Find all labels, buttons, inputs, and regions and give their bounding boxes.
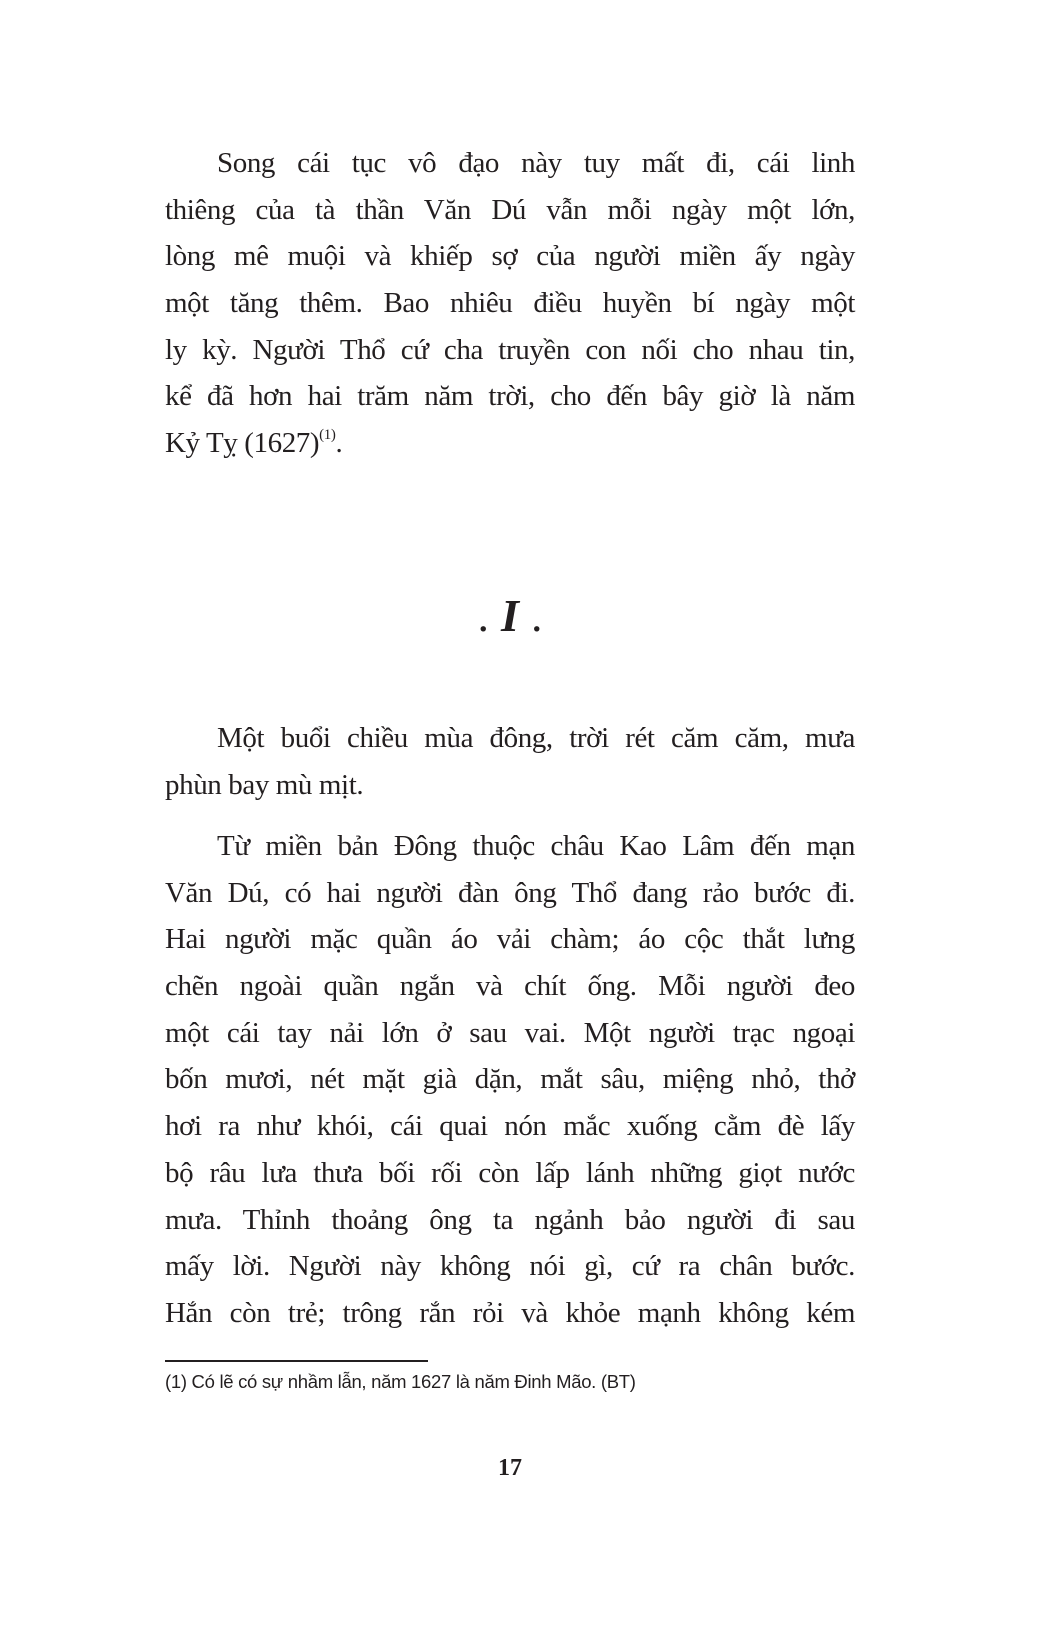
text-line xyxy=(165,187,855,234)
line-text: Văn Dú, có hai người đàn ông Thổ đang rảo bước đi. xyxy=(165,876,855,909)
paragraph-3 xyxy=(165,823,855,1337)
text-line xyxy=(165,1150,855,1197)
line-text: Một buổi chiều mùa đông, trời rét căm căm, mưa xyxy=(217,722,855,754)
text-line xyxy=(165,1197,855,1244)
line-text: một tăng thêm. Bao nhiêu điều huyền bí ngày một xyxy=(165,287,855,320)
chapter-dot-left: . xyxy=(477,590,490,641)
text-line xyxy=(165,715,855,762)
line-text: Hắn còn trẻ; trông rắn rỏi và khỏe mạnh không kém xyxy=(165,1296,855,1329)
line-text: Từ miền bản Đông thuộc châu Kao Lâm đến mạn xyxy=(217,830,855,862)
line-text: thiêng của tà thần Văn Dú vẫn mỗi ngày một lớn, xyxy=(165,193,855,226)
line-text: bộ râu lưa thưa bối rối còn lấp lánh những giọt nước xyxy=(165,1156,855,1189)
text-line xyxy=(165,373,855,420)
chapter-dot-right: . xyxy=(530,590,543,641)
text-line xyxy=(165,1243,855,1290)
chapter-numeral: I xyxy=(501,590,519,641)
line-text: ly kỳ. Người Thổ cứ cha truyền con nối cho nhau tin, xyxy=(165,333,855,366)
text-line xyxy=(165,280,855,327)
text-line xyxy=(165,140,855,187)
line-text: Hai người mặc quần áo vải chàm; áo cộc thắt lưng xyxy=(165,923,855,956)
line-text: phùn bay mù mịt. xyxy=(165,768,364,801)
text-line xyxy=(165,1290,855,1337)
text-line xyxy=(165,916,855,963)
paragraph-2 xyxy=(165,715,855,808)
text-line xyxy=(165,823,855,870)
text-line xyxy=(165,1056,855,1103)
footnote-divider xyxy=(165,1360,428,1362)
chapter-heading xyxy=(0,586,1020,646)
text-line xyxy=(165,1103,855,1150)
line-text: hơi ra như khói, cái quai nón mắc xuống cằm đè lấy xyxy=(165,1110,855,1143)
paragraph-1 xyxy=(165,140,855,467)
sentence-end: . xyxy=(335,427,343,460)
line-text: lòng mê muội và khiếp sợ của người miền ấy ngày xyxy=(165,240,855,273)
page-number: 17 xyxy=(498,1455,522,1481)
footnote-reference[interactable]: (1) xyxy=(319,427,336,444)
text-line xyxy=(165,870,855,917)
line-text: mấy lời. Người này không nói gì, cứ ra chân bước. xyxy=(165,1250,855,1283)
text-line xyxy=(165,233,855,280)
line-text: kể đã hơn hai trăm năm trời, cho đến bây giờ là năm xyxy=(165,380,855,413)
line-text: Kỷ Tỵ (1627) xyxy=(165,427,320,460)
text-line xyxy=(165,762,855,809)
line-text: một cái tay nải lớn ở sau vai. Một người trạc ngoại xyxy=(165,1016,855,1049)
text-line xyxy=(165,420,855,467)
line-text: mưa. Thỉnh thoảng ông ta ngảnh bảo người đi sau xyxy=(165,1203,855,1236)
text-line xyxy=(165,963,855,1010)
footnote: (1) Có lẽ có sự nhầm lẫn, năm 1627 là năm Đinh Mão. (BT) xyxy=(165,1371,636,1392)
line-text: Song cái tục vô đạo này tuy mất đi, cái linh xyxy=(217,147,855,179)
line-text: chẽn ngoài quần ngắn và chít ống. Mỗi người đeo xyxy=(165,970,855,1003)
text-line xyxy=(165,327,855,374)
line-text: bốn mươi, nét mặt già dặn, mắt sâu, miệng nhỏ, thở xyxy=(165,1063,855,1096)
text-line xyxy=(165,1010,855,1057)
